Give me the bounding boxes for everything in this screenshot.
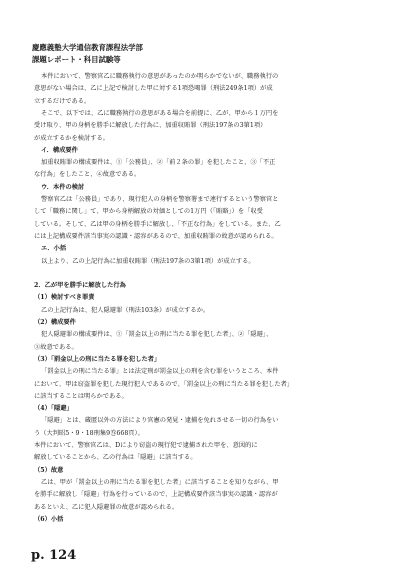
text-line: 犯人隠避罪の構成要件は、①「罰金以上の刑に当たる罪を犯した者」、②「隠避」、 (41, 331, 273, 339)
text-line: 加重収賄罪の構成要件は、①「公務員」、②「前２条の罪」を犯したこと、③「不正 (41, 159, 276, 167)
text-line: している。そして、乙は甲の身柄を勝手に解放し、「不正な行為」をしている。また、乙 (34, 220, 281, 228)
text-line: 本件において、警察官乙に職務執行の意思があったのか明らかでないが、職務執行の (41, 73, 279, 80)
section-heading: （6）小括 (34, 515, 64, 523)
text-line: 本件において、警察官乙は、Dにより窃盗の現行犯で逮捕された甲を、意図的に (34, 442, 258, 449)
text-line: な行為」をしたこと、④故意である。 (34, 171, 141, 179)
section-heading: （3）「罰金以上の刑に当たる罪を犯した者」 (34, 355, 161, 363)
section-heading: エ．小括 (41, 245, 67, 253)
section-heading: 2．乙が甲を勝手に解放した行為 (34, 282, 126, 290)
text-line: を勝手に解放し「隠避」行為を行っているので、上記構成要件該当事実の認識・認容が (34, 491, 278, 499)
page-number: p. 124 (31, 548, 77, 563)
text-line: において、甲は窃盗罪を犯した現行犯人であるので、「罰金以上の刑に当たる罪を犯した者」 (34, 380, 294, 388)
section-heading: （4）「隠避」 (34, 405, 73, 413)
text-line: して「職務に関し」て、甲から身柄解放の対価としての1万円（「賄賂」）を「収受 (34, 208, 263, 216)
text-line: う（大判昭5・9・18刑集9巻668頁）。 (34, 429, 144, 437)
section-heading: （1）検討すべき罪責 (34, 294, 95, 302)
header-university: 慶應義塾大学通信教育課程法学部 (32, 43, 143, 52)
text-line: 意思がない場合は、乙に上記で検討した甲に対する1項恐喝罪（刑法249条1項）が成 (34, 85, 273, 93)
text-line: 受け取り、甲の身柄を勝手に解放した行為に、加重収賄罪（刑法197条の3第1項） (34, 122, 267, 130)
section-heading: （2）構成要件 (34, 319, 76, 326)
text-line: 立するだけである。 (34, 97, 91, 105)
text-line: ③故意である。 (34, 343, 78, 351)
text-line: 解放していることから、乙の行為は「隠避」に該当する。 (34, 454, 197, 462)
text-line: あるといえ、乙に犯人隠避罪の故意が認められる。 (34, 503, 179, 511)
section-heading: ウ．本件の検討 (41, 183, 85, 191)
header-subtitle: 課題レポート・科目試験等 (32, 55, 121, 64)
text-line: には上記構成要件該当事実の認識・認容があるので、加重収賄罪の故意が認められる。 (34, 232, 278, 240)
text-line: 警察官乙は「公務員」であり、現行犯人の身柄を警察署まで連行するという警察官と (41, 196, 279, 203)
text-line: そこで、以下では、乙に職務執行の意思がある場合を前提に、乙が、甲から１万円を (41, 109, 279, 117)
section-heading: （5）故意 (34, 466, 64, 474)
text-line: 以上より、乙の上記行為に加重収賄罪（刑法197条の3第1項）が成立する。 (41, 257, 255, 265)
section-heading: イ．構成要件 (41, 146, 78, 154)
text-line: 乙は、甲が「罰金以上の刑に当たる罪を犯した者」に該当することを知りながら、甲 (41, 478, 279, 486)
text-line: 「隠避」とは、蔵匿以外の方法により官憲の発見・逮捕を免れさせる一切の行為をい (41, 417, 279, 425)
text-line: 「罰金以上の刑に当たる罪」とは法定刑が罰金以上の刑を含む罪をいうところ、本件 (41, 368, 279, 376)
text-line: に該当することは明らかである。 (34, 392, 128, 400)
text-line: が成立するかを検討する。 (34, 134, 109, 142)
text-line: 乙の上記行為は、犯人隠避罪（刑法103条）が成立するか。 (41, 306, 210, 314)
